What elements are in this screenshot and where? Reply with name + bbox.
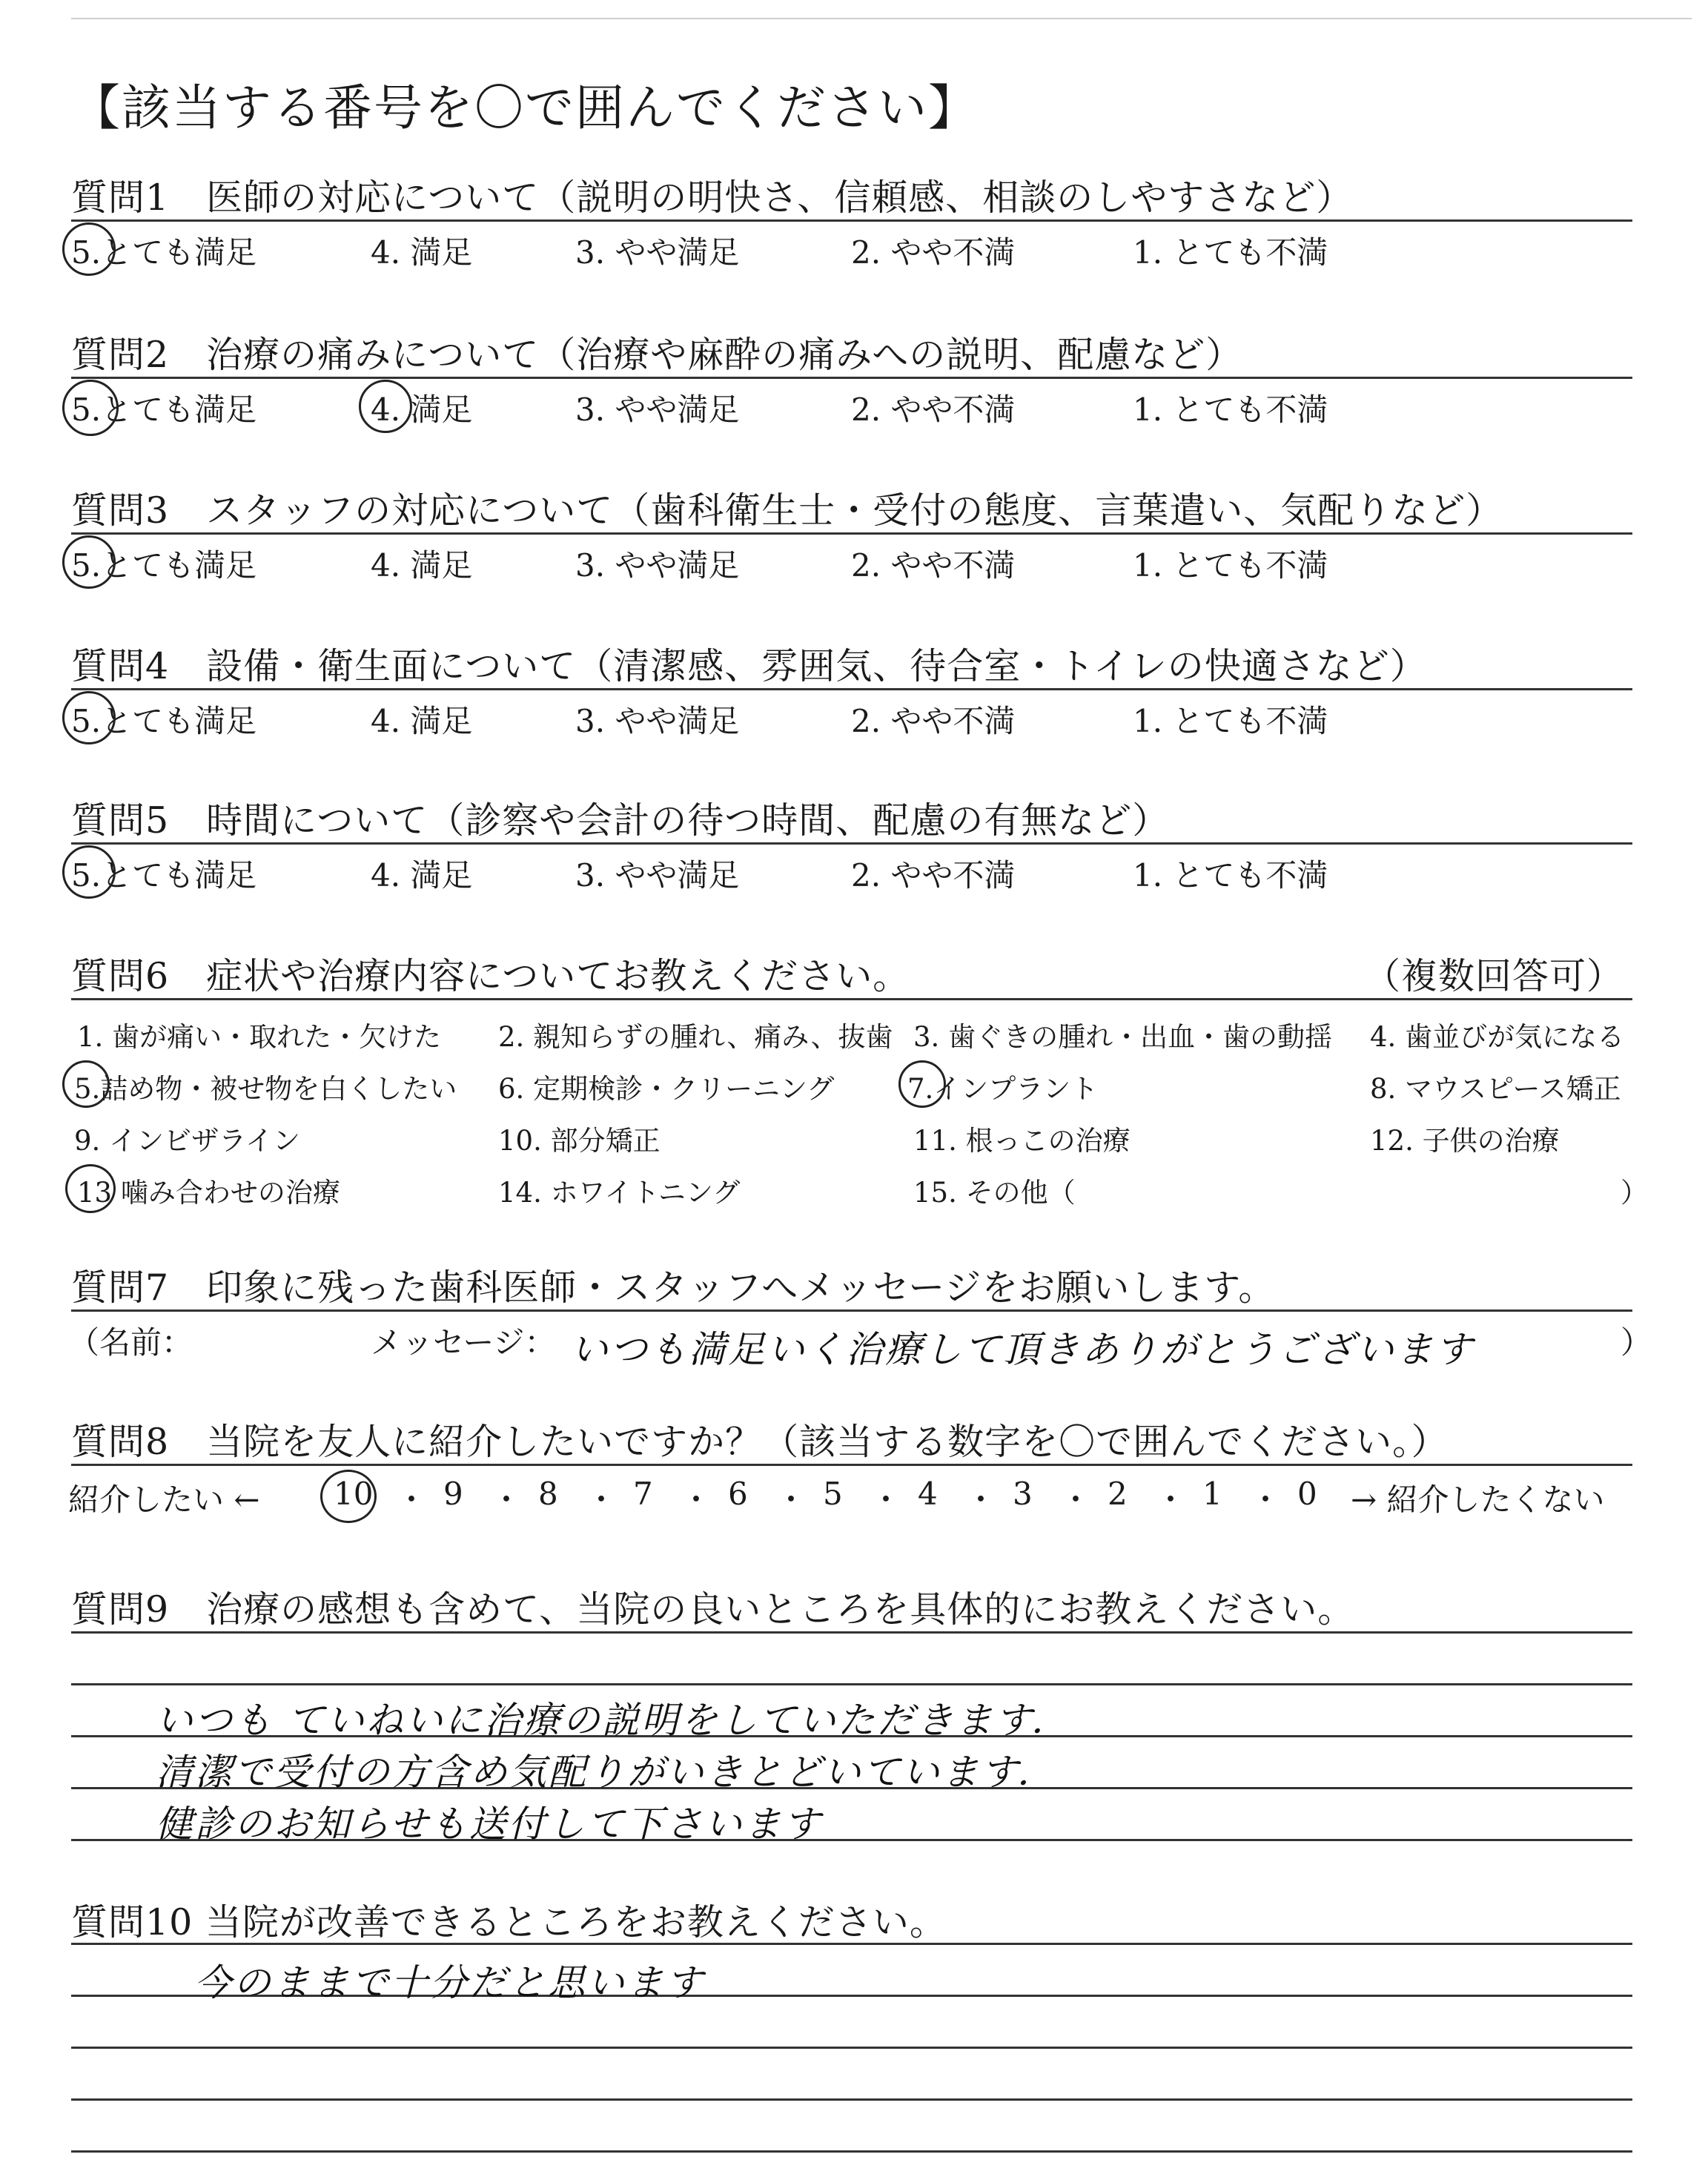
q8-scale-5[interactable]: 5 — [823, 1476, 843, 1512]
q5-option-1[interactable]: 1. とても不満 — [1133, 857, 1328, 894]
q8-scale-1[interactable]: 1 — [1202, 1476, 1222, 1512]
q8-dot-3: ・ — [586, 1482, 618, 1518]
q2-option-2[interactable]: 2. やや不満 — [851, 392, 1016, 428]
q8-dot-9: ・ — [1155, 1482, 1187, 1518]
q9-rule-1 — [71, 1683, 1632, 1685]
q6-item-10[interactable]: 10. 部分矯正 — [498, 1125, 661, 1157]
q4-option-4[interactable]: 4. 満足 — [371, 703, 473, 739]
q4-option-1[interactable]: 1. とても不満 — [1133, 703, 1328, 739]
q1-option-5[interactable]: 5.とても満足 — [71, 234, 257, 271]
q6-item-6[interactable]: 6. 定期検診・クリーニング — [498, 1073, 835, 1105]
q6-circle-mark-13 — [65, 1164, 116, 1213]
q10-answer-line-1[interactable]: 今のままで十分だと思います — [194, 1961, 705, 2004]
q10-rule-2 — [71, 2047, 1632, 2049]
q2-rule — [71, 377, 1632, 379]
q8-scale-4[interactable]: 4 — [918, 1476, 938, 1512]
q3-option-2[interactable]: 2. やや不満 — [851, 547, 1016, 584]
q3-circle-mark — [62, 535, 116, 589]
q1-option-2[interactable]: 2. やや不満 — [851, 234, 1016, 271]
q1-option-3[interactable]: 3. やや満足 — [575, 234, 740, 271]
q4-circle-mark — [62, 691, 116, 744]
q6-item-15[interactable]: 15. その他（ — [913, 1177, 1076, 1209]
q9-answer-line-1[interactable]: いつも ていねいに治療の説明をしていただきます． — [156, 1699, 1070, 1742]
q8-scale-2[interactable]: 2 — [1108, 1476, 1128, 1512]
q5-title: 質問5 時間について（診察や会計の待つ時間、配慮の有無など） — [71, 799, 1170, 842]
q3-option-5[interactable]: 5.とても満足 — [71, 547, 257, 584]
q6-item-13[interactable]: 13 噛み合わせの治療 — [77, 1177, 340, 1209]
q4-rule — [71, 688, 1632, 690]
q3-rule — [71, 532, 1632, 535]
q6-item-1[interactable]: 1. 歯が痛い・取れた・欠けた — [77, 1021, 442, 1053]
q8-dot-6: ・ — [870, 1482, 902, 1518]
q6-item-9[interactable]: 9. インビザライン — [74, 1125, 300, 1157]
q4-title: 質問4 設備・衛生面について（清潔感、雰囲気、待合室・トイレの快適さなど） — [71, 645, 1427, 687]
q2-title: 質問2 治療の痛みについて（治療や麻酔の痛みへの説明、配慮など） — [71, 334, 1243, 376]
q1-option-1[interactable]: 1. とても不満 — [1133, 234, 1328, 271]
top-border — [71, 18, 1692, 19]
q3-option-3[interactable]: 3. やや満足 — [575, 547, 740, 584]
q8-dot-7: ・ — [965, 1482, 997, 1518]
q10-title: 質問10 当院が改善できるところをお教えください。 — [71, 1901, 947, 1943]
q6-item-14[interactable]: 14. ホワイトニング — [498, 1177, 741, 1209]
q7-name-label: （名前： — [68, 1324, 193, 1361]
q9-answer-line-2[interactable]: 清潔で受付の方含め気配りがいきとどいています． — [156, 1751, 1056, 1794]
q10-rule-0 — [71, 1943, 1632, 1945]
q4-option-2[interactable]: 2. やや不満 — [851, 703, 1016, 739]
q8-dot-1: ・ — [396, 1482, 428, 1518]
q7-close-paren: ） — [1621, 1324, 1652, 1361]
q8-right-label: → 紹介したくない — [1351, 1482, 1605, 1518]
q5-option-2[interactable]: 2. やや不満 — [851, 857, 1016, 894]
q8-scale-0[interactable]: 0 — [1297, 1476, 1317, 1512]
q5-option-3[interactable]: 3. やや満足 — [575, 857, 740, 894]
q1-circle-mark — [62, 222, 116, 276]
q6-item-11[interactable]: 11. 根っこの治療 — [913, 1125, 1131, 1157]
q6-item-12[interactable]: 12. 子供の治療 — [1370, 1125, 1560, 1157]
q2-option-5[interactable]: 5.とても満足 — [71, 392, 257, 428]
q7-message-handwritten[interactable]: いつも満足いく治療して頂きありがとうございます — [571, 1328, 1474, 1371]
q8-title: 質問8 当院を友人に紹介したいですか？（該当する数字を〇で囲んでください。） — [71, 1421, 1449, 1463]
q8-scale-9[interactable]: 9 — [443, 1476, 463, 1512]
q8-scale-10[interactable]: 10 — [334, 1476, 374, 1512]
q6-item-7[interactable]: 7.インプラント — [907, 1073, 1099, 1105]
q6-rule — [71, 998, 1632, 1000]
q6-item-2[interactable]: 2. 親知らずの腫れ、痛み、抜歯 — [498, 1021, 893, 1053]
q3-title: 質問3 スタッフの対応について（歯科衛生士・受付の態度、言葉遣い、気配りなど） — [71, 489, 1503, 532]
q8-dot-5: ・ — [775, 1482, 807, 1518]
q10-rule-3 — [71, 2098, 1632, 2101]
q6-title: 質問6 症状や治療内容についてお教えください。 — [71, 955, 910, 997]
q5-circle-mark — [62, 845, 116, 899]
q8-scale-7[interactable]: 7 — [633, 1476, 653, 1512]
q10-rule-4 — [71, 2150, 1632, 2153]
q2-option-1[interactable]: 1. とても不満 — [1133, 392, 1328, 428]
q7-rule — [71, 1309, 1632, 1312]
q1-rule — [71, 219, 1632, 222]
q6-item-3[interactable]: 3. 歯ぐきの腫れ・出血・歯の動揺 — [913, 1021, 1333, 1053]
q6-note: （複数回答可） — [1364, 955, 1624, 997]
q6-item-5[interactable]: 5.詰め物・被せ物を白くしたい — [74, 1073, 457, 1105]
q8-left-label: 紹介したい ← — [68, 1482, 260, 1518]
q1-title: 質問1 医師の対応について（説明の明快さ、信頼感、相談のしやすさなど） — [71, 176, 1354, 219]
q8-dot-2: ・ — [491, 1482, 523, 1518]
q4-option-5[interactable]: 5.とても満足 — [71, 703, 257, 739]
q8-rule — [71, 1464, 1632, 1466]
q5-option-4[interactable]: 4. 満足 — [371, 857, 473, 894]
q2-option-3[interactable]: 3. やや満足 — [575, 392, 740, 428]
q8-scale-6[interactable]: 6 — [728, 1476, 748, 1512]
q8-dot-4: ・ — [681, 1482, 712, 1518]
q6-item-15-close: ） — [1621, 1177, 1648, 1209]
q5-option-5[interactable]: 5.とても満足 — [71, 857, 257, 894]
q3-option-1[interactable]: 1. とても不満 — [1133, 547, 1328, 584]
q4-option-3[interactable]: 3. やや満足 — [575, 703, 740, 739]
page-heading: 【該当する番号を〇で囲んでください】 — [71, 79, 979, 136]
q9-answer-line-3[interactable]: 健診のお知らせも送付して下さいます — [156, 1803, 823, 1846]
q7-title: 質問7 印象に残った歯科医師・スタッフへメッセージをお願いします。 — [71, 1266, 1276, 1309]
q8-dot-8: ・ — [1060, 1482, 1092, 1518]
q8-scale-8[interactable]: 8 — [538, 1476, 558, 1512]
q9-title: 質問9 治療の感想も含めて、当院の良いところを具体的にお教えください。 — [71, 1588, 1355, 1631]
q7-message-label: メッセージ： — [371, 1324, 556, 1361]
q6-circle-mark-5 — [62, 1060, 110, 1108]
q9-rule-0 — [71, 1631, 1632, 1634]
q6-circle-mark-7 — [898, 1060, 946, 1108]
q2-circle-mark-5 — [62, 380, 119, 436]
q3-option-4[interactable]: 4. 満足 — [371, 547, 473, 584]
q2-option-4[interactable]: 4. 満足 — [371, 392, 473, 428]
q2-circle-mark-4 — [359, 380, 412, 433]
q8-circle-mark — [320, 1470, 377, 1523]
q8-scale-3[interactable]: 3 — [1013, 1476, 1033, 1512]
q6-item-4[interactable]: 4. 歯並びが気になる — [1370, 1021, 1625, 1053]
q1-option-4[interactable]: 4. 満足 — [371, 234, 473, 271]
q6-item-8[interactable]: 8. マウスピース矯正 — [1370, 1073, 1621, 1105]
q5-rule — [71, 842, 1632, 845]
q8-dot-10: ・ — [1250, 1482, 1282, 1518]
